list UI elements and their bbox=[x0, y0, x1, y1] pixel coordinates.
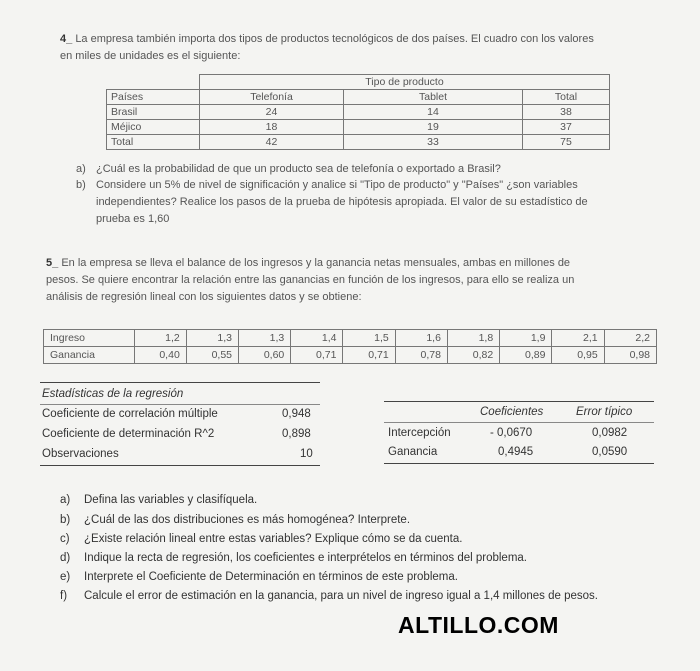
q4-item-b-line3: prueba es 1,60 bbox=[96, 213, 170, 225]
coef-header: Coeficientes bbox=[480, 406, 544, 418]
item-letter: a) bbox=[76, 163, 86, 175]
q5-item-b bbox=[60, 514, 410, 526]
stat-label: Coeficiente de correlación múltiple bbox=[42, 408, 218, 420]
table-header: Telefonía bbox=[200, 90, 344, 105]
table-cell: 33 bbox=[344, 135, 523, 150]
table-cell: 1,4 bbox=[291, 330, 343, 347]
table-cell: Total bbox=[107, 135, 200, 150]
row-label: Ganancia bbox=[44, 347, 135, 364]
table-cell: 42 bbox=[200, 135, 344, 150]
item-text: ¿Cuál es la probabilidad de que un producto sea de telefonía o exportado a Brasil? bbox=[96, 163, 501, 175]
q4-item-b-line2: independientes? Realice los pasos de la prueba de hipótesis apropiada. El valor de su estadístico de bbox=[96, 196, 588, 208]
stat-label: Coeficiente de determinación R^2 bbox=[42, 428, 215, 440]
table-cell: 18 bbox=[200, 120, 344, 135]
item-letter: e) bbox=[60, 571, 71, 583]
table-cell: 0,89 bbox=[500, 347, 552, 364]
table-cell: 1,3 bbox=[239, 330, 291, 347]
coef-value: 0,4945 bbox=[498, 446, 534, 458]
item-text: Considere un 5% de nivel de significación y analice si "Tipo de producto" y "Países" ¿son variables bbox=[96, 179, 578, 191]
divider bbox=[40, 465, 320, 466]
table-cell: 1,8 bbox=[447, 330, 499, 347]
table-cell: 75 bbox=[523, 135, 610, 150]
q5-item-a bbox=[60, 494, 257, 506]
regression-stats-title: Estadísticas de la regresión bbox=[42, 388, 184, 400]
q5-text-line2: pesos. Se quiere encontrar la relación entre las ganancias en función de los ingresos, para ello se realiza un bbox=[46, 274, 575, 286]
q5-item-f bbox=[60, 590, 598, 602]
item-text: Calcule el error de estimación en la ganancia, para un nivel de ingreso igual a 1,4 millones de pesos. bbox=[84, 590, 598, 602]
table-cell: 1,5 bbox=[343, 330, 395, 347]
q4-intro bbox=[60, 32, 660, 47]
q4-text-line1: La empresa también importa dos tipos de productos tecnológicos de dos países. El cuadro con los valores bbox=[75, 33, 594, 45]
table-cell: 2,1 bbox=[552, 330, 604, 347]
q4-item-b bbox=[76, 178, 578, 193]
table-cell: Brasil bbox=[107, 105, 200, 120]
err-value: 0,0590 bbox=[592, 446, 628, 458]
divider bbox=[384, 422, 654, 423]
q4-text-line2: en miles de unidades es el siguiente: bbox=[60, 50, 241, 62]
item-text: ¿Existe relación lineal entre estas variables? Explique cómo se da cuenta. bbox=[84, 533, 463, 545]
err-value: 0,0982 bbox=[592, 427, 628, 439]
coef-value: - 0,0670 bbox=[490, 427, 533, 439]
divider bbox=[384, 463, 654, 464]
stat-label: Observaciones bbox=[42, 448, 119, 460]
table-row bbox=[107, 135, 610, 150]
item-letter: a) bbox=[60, 494, 71, 506]
table-header: Países bbox=[107, 90, 200, 105]
table-header: Tablet bbox=[344, 90, 523, 105]
table-row bbox=[107, 90, 610, 105]
table-cell: 2,2 bbox=[604, 330, 656, 347]
q5-data-table bbox=[43, 329, 657, 364]
item-letter: f) bbox=[60, 590, 68, 602]
table-cell: 1,2 bbox=[134, 330, 186, 347]
table-cell: 1,9 bbox=[500, 330, 552, 347]
table-row bbox=[107, 75, 610, 90]
q5-item-c bbox=[60, 533, 462, 545]
item-letter: b) bbox=[60, 514, 71, 526]
table-row bbox=[107, 105, 610, 120]
divider bbox=[40, 382, 320, 383]
q4-contingency-table bbox=[106, 74, 610, 150]
table-cell: 0,98 bbox=[604, 347, 656, 364]
table-cell: 0,95 bbox=[552, 347, 604, 364]
q5-intro bbox=[46, 256, 666, 271]
q5-number: 5_ bbox=[46, 257, 59, 269]
table-cell: 0,82 bbox=[447, 347, 499, 364]
item-letter: b) bbox=[76, 179, 86, 191]
item-letter: d) bbox=[60, 552, 71, 564]
table-row bbox=[107, 120, 610, 135]
q5-item-d bbox=[60, 552, 527, 564]
row-label: Ingreso bbox=[44, 330, 135, 347]
table-cell: 19 bbox=[344, 120, 523, 135]
stat-value: 0,898 bbox=[282, 428, 311, 440]
q5-item-e bbox=[60, 571, 458, 583]
table-cell: 0,71 bbox=[291, 347, 343, 364]
table-cell: 14 bbox=[344, 105, 523, 120]
table-cell: 24 bbox=[200, 105, 344, 120]
coef-label: Intercepción bbox=[388, 427, 451, 439]
divider bbox=[40, 404, 320, 405]
q4-number: 4_ bbox=[60, 33, 73, 45]
table-cell: 0,60 bbox=[239, 347, 291, 364]
table-cell: 0,55 bbox=[186, 347, 238, 364]
table-cell: 0,78 bbox=[395, 347, 447, 364]
q4-item-a bbox=[76, 162, 501, 177]
stat-value: 0,948 bbox=[282, 408, 311, 420]
table-row bbox=[44, 347, 657, 364]
table-cell: 0,71 bbox=[343, 347, 395, 364]
watermark-logo: ALTILLO.COM bbox=[398, 612, 559, 638]
err-header: Error típico bbox=[576, 406, 633, 418]
table-cell: 1,3 bbox=[186, 330, 238, 347]
table-row bbox=[44, 330, 657, 347]
table-header: Total bbox=[523, 90, 610, 105]
table-cell: 0,40 bbox=[134, 347, 186, 364]
table-cell: 38 bbox=[523, 105, 610, 120]
table-cell: 37 bbox=[523, 120, 610, 135]
table-cell: Méjico bbox=[107, 120, 200, 135]
item-text: ¿Cuál de las dos distribuciones es más homogénea? Interprete. bbox=[84, 514, 411, 526]
stat-value: 10 bbox=[300, 448, 313, 460]
q5-text-line1: En la empresa se lleva el balance de los ingresos y la ganancia netas mensuales, ambas en millones de bbox=[61, 257, 571, 269]
divider bbox=[384, 401, 654, 402]
q5-text-line3: análisis de regresión lineal con los siguientes datos y se obtiene: bbox=[46, 291, 362, 303]
item-text: Defina las variables y clasifíquela. bbox=[84, 494, 258, 506]
item-text: Interprete el Coeficiente de Determinación en términos de este problema. bbox=[84, 571, 458, 583]
item-letter: c) bbox=[60, 533, 70, 545]
coef-label: Ganancia bbox=[388, 446, 438, 458]
group-header: Tipo de producto bbox=[200, 75, 610, 90]
item-text: Indique la recta de regresión, los coeficientes e interprételos en términos del problema. bbox=[84, 552, 527, 564]
table-cell: 1,6 bbox=[395, 330, 447, 347]
